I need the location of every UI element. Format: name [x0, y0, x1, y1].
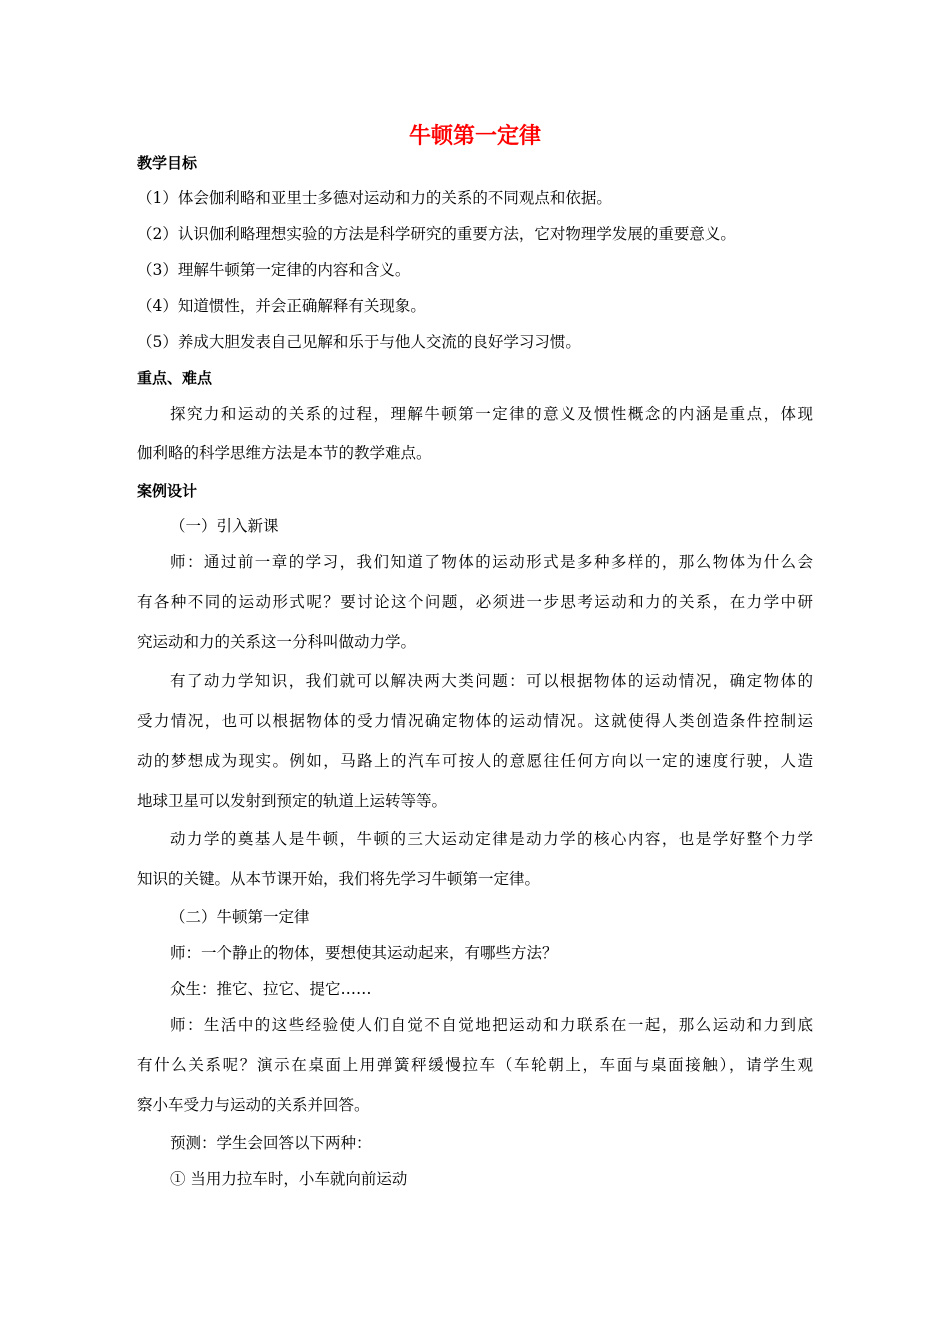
objective-item-2: （2）认识伽利略理想实验的方法是科学研究的重要方法，它对物理学发展的重要意义。	[137, 225, 736, 243]
teacher-question: 师：一个静止的物体，要想使其运动起来，有哪些方法？	[170, 944, 558, 962]
key-points-heading: 重点、难点	[137, 369, 213, 387]
students-answer: 众生：推它、拉它、提它……	[170, 980, 372, 998]
document-title: 牛顿第一定律	[408, 124, 541, 149]
objective-item-3: （3）理解牛顿第一定律的内容和含义。	[137, 261, 411, 279]
section-2-heading: （二）牛顿第一定律	[170, 908, 310, 926]
key-points-line-2: 伽利略的科学思维方法是本节的教学难点。	[137, 444, 432, 462]
paragraph-1-line-2: 有各种不同的运动形式呢？要讨论这个问题，必须进一步思考运动和力的关系，在力学中研	[137, 593, 813, 611]
section-1-heading: （一）引入新课	[170, 517, 279, 535]
case-design-heading: 案例设计	[137, 482, 198, 500]
key-points-line-1: 探究力和运动的关系的过程，理解牛顿第一定律的意义及惯性概念的内涵是重点，体现	[170, 405, 813, 423]
objective-item-4: （4）知道惯性，并会正确解释有关现象。	[137, 297, 426, 315]
paragraph-2-line-2: 受力情况，也可以根据物体的受力情况确定物体的运动情况。这就使得人类创造条件控制运	[137, 712, 813, 730]
paragraph-1-line-1: 师：通过前一章的学习，我们知道了物体的运动形式是多种多样的，那么物体为什么会	[170, 553, 813, 571]
paragraph-3-line-1: 动力学的奠基人是牛顿，牛顿的三大运动定律是动力学的核心内容，也是学好整个力学	[170, 830, 813, 848]
prediction-line: 预测：学生会回答以下两种：	[170, 1134, 372, 1152]
prediction-answer-1: ① 当用力拉车时，小车就向前运动	[170, 1170, 408, 1188]
paragraph-3-line-2: 知识的关键。从本节课开始，我们将先学习牛顿第一定律。	[137, 870, 541, 888]
objective-item-1: （1）体会伽利略和亚里士多德对运动和力的关系的不同观点和依据。	[137, 189, 612, 207]
paragraph-2-line-4: 地球卫星可以发射到预定的轨道上运转等等。	[137, 792, 448, 810]
objectives-heading: 教学目标	[137, 154, 198, 172]
paragraph-4-line-2: 有什么关系呢？演示在桌面上用弹簧秤缓慢拉车（车轮朝上，车面与桌面接触），请学生观	[137, 1056, 813, 1074]
paragraph-4-line-1: 师：生活中的这些经验使人们自觉不自觉地把运动和力联系在一起，那么运动和力到底	[170, 1016, 813, 1034]
paragraph-4-line-3: 察小车受力与运动的关系并回答。	[137, 1096, 370, 1114]
paragraph-2-line-3: 动的梦想成为现实。例如，马路上的汽车可按人的意愿往任何方向以一定的速度行驶，人造	[137, 752, 813, 770]
paragraph-1-line-3: 究运动和力的关系这一分科叫做动力学。	[137, 633, 417, 651]
paragraph-2-line-1: 有了动力学知识，我们就可以解决两大类问题：可以根据物体的运动情况，确定物体的	[170, 672, 813, 690]
objective-item-5: （5）养成大胆发表自己见解和乐于与他人交流的良好学习习惯。	[137, 333, 581, 351]
